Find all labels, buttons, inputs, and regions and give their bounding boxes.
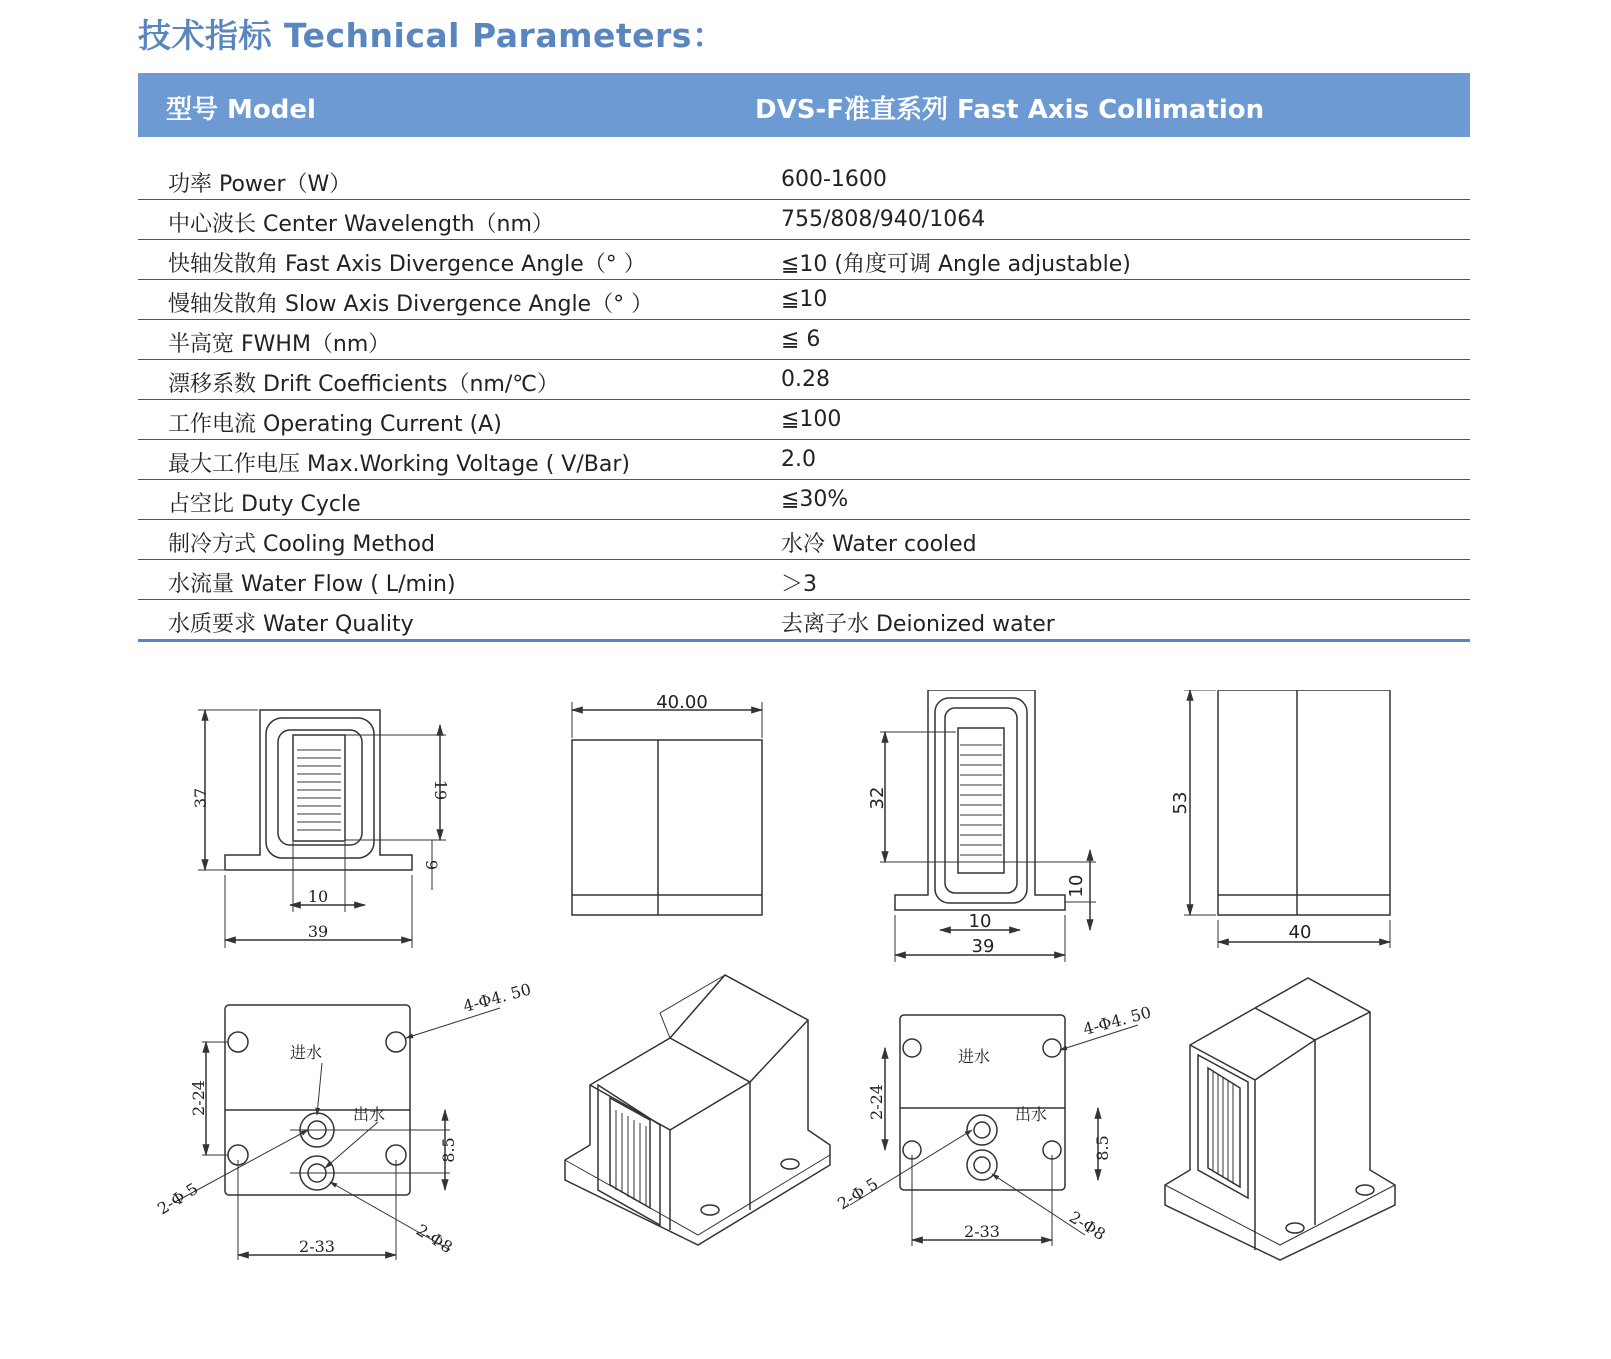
parameter-name: 快轴发散角 Fast Axis Divergence Angle（° ） <box>168 252 646 277</box>
parameter-name: 制冷方式 Cooling Method <box>168 532 435 557</box>
dim-lower-9: 9 <box>422 859 441 871</box>
parameter-name: 功率 Power（W） <box>168 172 352 197</box>
parameter-name: 慢轴发散角 Slow Axis Divergence Angle（° ） <box>168 292 654 317</box>
parameter-row <box>138 480 1470 520</box>
model-column-header: 型号 Model <box>166 95 316 125</box>
parameter-row <box>138 600 1470 642</box>
parameter-value: 去离子水 Deionized water <box>781 612 1055 637</box>
parameter-row <box>138 560 1470 600</box>
parameter-value: 0.28 <box>781 367 830 392</box>
dim-h-spacing-2: 2-33 <box>964 1222 1000 1241</box>
dim-inner-width-10b: 10 <box>968 911 992 932</box>
parameter-row <box>138 440 1470 480</box>
label-port-small: 2-Φ 5 <box>154 1178 202 1219</box>
parameter-value: 水冷 Water cooled <box>781 532 977 557</box>
parameter-value: 2.0 <box>781 447 816 472</box>
parameter-value: 755/808/940/1064 <box>781 207 986 232</box>
parameter-name: 水流量 Water Flow ( L/min) <box>168 572 456 597</box>
label-holes-2: 4-Φ4. 50 <box>1081 1002 1154 1039</box>
parameter-name: 最大工作电压 Max.Working Voltage ( V/Bar) <box>168 452 630 477</box>
isometric-view-2-drawing <box>1165 978 1395 1260</box>
dim-width-40-00: 40.00 <box>656 692 708 713</box>
dim-height-37: 37 <box>191 787 210 809</box>
dim-h-spacing: 2-33 <box>299 1237 335 1256</box>
label-inlet-2: 进水 <box>958 1047 991 1066</box>
dim-lower-10: 10 <box>1066 874 1087 898</box>
parameter-value: ＞3 <box>781 572 817 597</box>
dim-height-32: 32 <box>867 786 888 810</box>
parameter-row <box>138 520 1470 560</box>
table-header <box>138 73 1470 137</box>
parameter-value: ≦30% <box>781 487 849 512</box>
label-holes: 4-Φ4. 50 <box>461 979 534 1016</box>
parameter-row <box>138 200 1470 240</box>
dim-v-spacing: 2-24 <box>189 1080 208 1116</box>
front-view-drawing <box>191 710 450 948</box>
front-view-2-drawing <box>867 690 1096 962</box>
parameter-row <box>138 240 1470 280</box>
dim-v-spacing-2: 2-24 <box>867 1084 886 1120</box>
side-view-drawing <box>572 692 762 915</box>
bottom-view-drawing <box>154 980 533 1260</box>
parameter-name: 中心波长 Center Wavelength（nm） <box>168 212 554 237</box>
isometric-view-drawing <box>565 975 830 1245</box>
label-port-small-2: 2-Φ 5 <box>834 1173 882 1214</box>
dim-upper-19: 19 <box>431 779 450 801</box>
parameter-value: ≦10 (角度可调 Angle adjustable) <box>781 252 1131 277</box>
parameter-row <box>138 280 1470 320</box>
parameter-value: ≦100 <box>781 407 842 432</box>
dim-height-53: 53 <box>1170 791 1191 815</box>
parameter-row <box>138 160 1470 200</box>
label-outlet: 出水 <box>353 1105 386 1124</box>
dim-offset-2: 8.5 <box>1093 1135 1112 1161</box>
parameter-name: 占空比 Duty Cycle <box>168 492 361 517</box>
dim-inner-width-10: 10 <box>307 887 329 906</box>
label-port-large: 2-Φ8 <box>412 1220 456 1258</box>
parameter-row <box>138 400 1470 440</box>
dim-offset: 8.5 <box>439 1137 458 1163</box>
parameter-name: 漂移系数 Drift Coefficients（nm/℃） <box>168 372 559 397</box>
series-column-header: DVS-F准直系列 Fast Axis Collimation <box>755 95 1265 125</box>
parameter-name: 水质要求 Water Quality <box>168 612 414 637</box>
dim-width-39: 39 <box>307 922 329 941</box>
parameter-name: 工作电流 Operating Current (A) <box>168 412 502 437</box>
parameter-value: ≦10 <box>781 287 828 312</box>
parameter-value: ≦ 6 <box>781 327 821 352</box>
label-port-large-2: 2-Φ8 <box>1065 1207 1109 1245</box>
parameter-table <box>138 160 1470 642</box>
page-title: 技术指标 Technical Parameters： <box>138 16 726 55</box>
dim-width-40: 40 <box>1288 922 1312 943</box>
label-outlet-2: 出水 <box>1015 1105 1048 1124</box>
parameter-row <box>138 320 1470 360</box>
dim-width-39b: 39 <box>971 936 995 957</box>
side-view-2-drawing <box>1170 690 1390 948</box>
parameter-value: 600-1600 <box>781 167 887 192</box>
bottom-view-2-drawing <box>834 1003 1153 1246</box>
technical-drawings <box>150 690 1470 1330</box>
parameter-row <box>138 360 1470 400</box>
label-inlet: 进水 <box>290 1043 323 1062</box>
parameter-name: 半高宽 FWHM（nm） <box>168 332 391 357</box>
